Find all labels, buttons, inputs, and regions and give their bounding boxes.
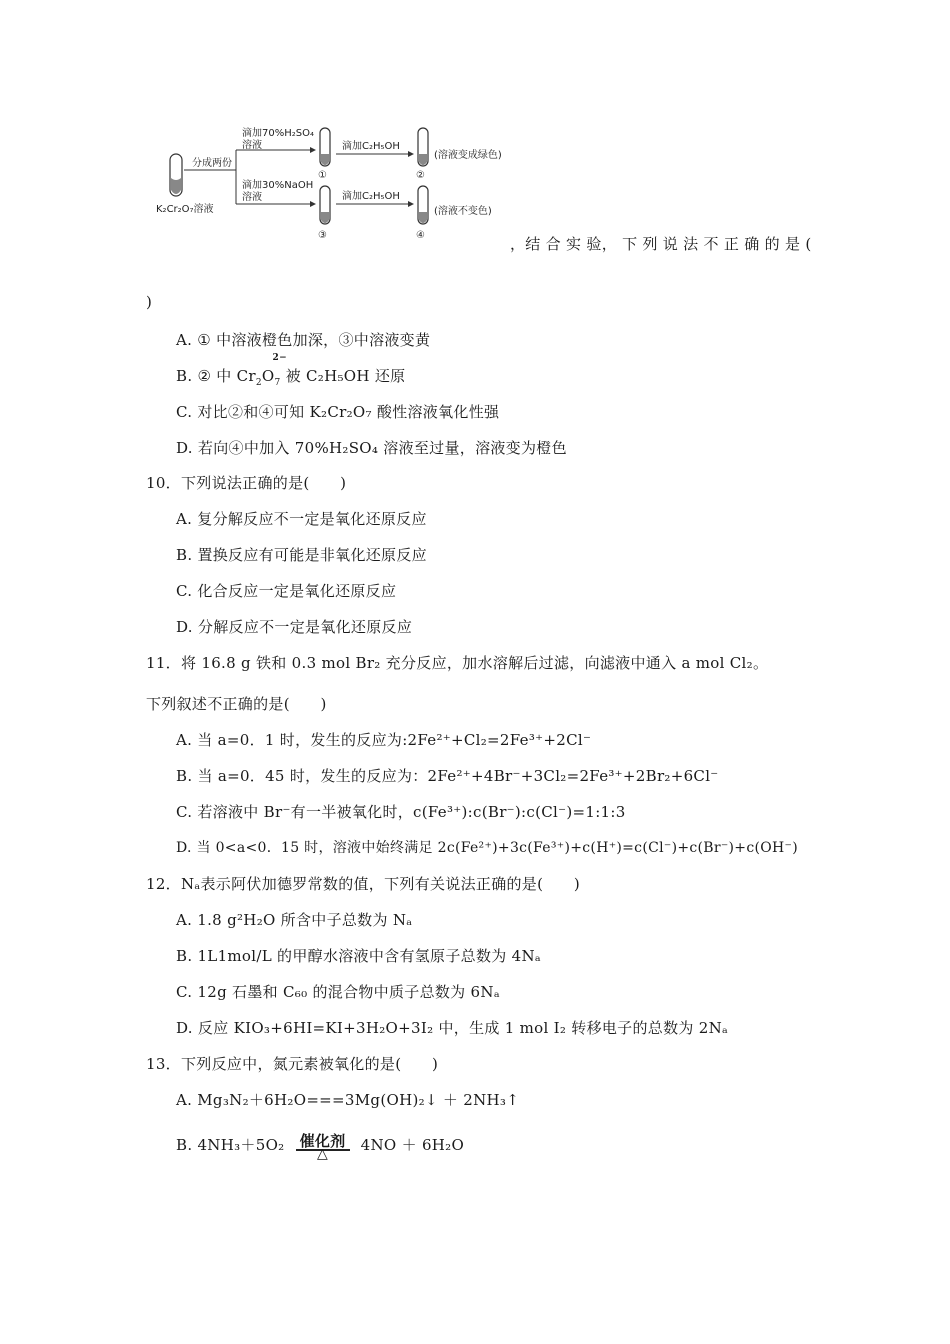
q12-option-c: C. 12g 石墨和 C₆₀ 的混合物中质子总数为 6Nₐ — [176, 983, 500, 1001]
q12-option-d: D. 反应 KIO₃+6HI=KI+3H₂O+3I₂ 中，生成 1 mol I₂ 转移电子的总数为 2Nₐ — [176, 1019, 729, 1037]
tube1-label: ① — [318, 170, 327, 181]
q9-stem-tail: ，结 合 实 验， 下 列 说 法 不 正 确 的 是 ( — [510, 235, 812, 253]
tube2-label: ② — [416, 170, 425, 181]
q10-option-b: B. 置换反应有可能是非氧化还原反应 — [176, 546, 427, 564]
ethanol-label-bottom: 滴加C₂H₅OH — [342, 191, 400, 202]
catalyst-label: 催化剂 — [299, 1132, 346, 1150]
top-reagent-1: 滴加70%H₂SO₄ — [242, 128, 314, 139]
start-test-tube — [170, 154, 182, 196]
q12-option-a: A. 1.8 g²H₂O 所含中子总数为 Nₐ — [176, 911, 413, 929]
q9-option-b-oxygen: O — [261, 367, 275, 385]
q11-stem-line2: 下列叙述不正确的是( ) — [146, 695, 327, 713]
q9-option-d: D. 若向④中加入 70%H₂SO₄ 溶液至过量，溶液变为橙色 — [176, 439, 567, 457]
q11-option-c: C. 若溶液中 Br⁻有一半被氧化时，c(Fe³⁺):c(Br⁻):c(Cl⁻)=1:1:3 — [176, 803, 626, 821]
tube2-note: (溶液变成绿色) — [434, 150, 502, 161]
q10-stem: 10．下列说法正确的是( ) — [146, 474, 347, 492]
q12-stem: 12．Nₐ表示阿伏加德罗常数的值，下列有关说法正确的是( ) — [146, 875, 581, 893]
q9-option-b-pre: B. ② 中 Cr — [176, 367, 256, 385]
q13-option-b — [176, 1132, 464, 1160]
bottom-reagent-2: 溶液 — [242, 192, 262, 203]
tube4-note: (溶液不变色) — [434, 206, 492, 217]
ethanol-label-top: 滴加C₂H₅OH — [342, 141, 400, 152]
tube3-label: ③ — [318, 230, 327, 241]
test-tube-4 — [418, 186, 428, 224]
top-reagent-2: 溶液 — [242, 140, 262, 151]
bottom-reagent-1: 滴加30%NaOH — [242, 180, 314, 191]
q11-option-d: D. 当 0<a<0．15 时，溶液中始终满足 2c(Fe²⁺)+3c(Fe³⁺)+c(H⁺)=c(Cl⁻)+c(Br⁻)+c(OH⁻) — [176, 840, 798, 856]
q13-option-b-pre: B. 4NH₃＋5O₂ — [176, 1136, 285, 1154]
test-tube-3 — [320, 186, 330, 224]
reaction-condition — [292, 1132, 354, 1160]
q11-stem-line1: 11．将 16.8 g 铁和 0.3 mol Br₂ 充分反应，加水溶解后过滤，向滤液中通入 a mol Cl₂。 — [146, 654, 769, 672]
q9-option-b-post: 被 C₂H₅OH 还原 — [280, 367, 406, 385]
heat-symbol: △ — [317, 1146, 329, 1162]
q11-option-b: B. 当 a=0．45 时，发生的反应为：2Fe²⁺+4Br⁻+3Cl₂=2Fe³⁺+2Br₂+6Cl⁻ — [176, 767, 719, 785]
split-label: 分成两份 — [192, 158, 232, 169]
q13-option-b-post: 4NO ＋ 6H₂O — [360, 1136, 465, 1154]
q10-option-d: D. 分解反应不一定是氧化还原反应 — [176, 618, 413, 636]
q12-option-b: B. 1L1mol/L 的甲醇水溶液中含有氢原子总数为 4Nₐ — [176, 947, 541, 965]
test-tube-1 — [320, 128, 330, 166]
start-label: K₂Cr₂O₇溶液 — [156, 204, 214, 215]
q9-option-c: C. 对比②和④可知 K₂Cr₂O₇ 酸性溶液氧化性强 — [176, 403, 500, 421]
q13-stem: 13．下列反应中，氮元素被氧化的是( ) — [146, 1055, 439, 1073]
q10-option-a: A. 复分解反应不一定是氧化还原反应 — [176, 510, 427, 528]
q11-option-a: A. 当 a=0．1 时，发生的反应为:2Fe²⁺+Cl₂=2Fe³⁺+2Cl⁻ — [176, 731, 592, 749]
q9-stem-close: ) — [146, 293, 153, 311]
q10-option-c: C. 化合反应一定是氧化还原反应 — [176, 582, 397, 600]
test-tube-2 — [418, 128, 428, 166]
q9-option-a: A. ① 中溶液橙色加深，③中溶液变黄 — [176, 331, 431, 349]
tube4-label: ④ — [416, 230, 425, 241]
experiment-diagram — [150, 118, 520, 248]
q9-option-b: B. ② 中 $Cr_2O_7$ 2− 被 C₂H₅OH 还原 — [176, 353, 406, 388]
q13-option-a: A. Mg₃N₂＋6H₂O===3Mg(OH)₂↓ ＋ 2NH₃↑ — [176, 1091, 520, 1109]
